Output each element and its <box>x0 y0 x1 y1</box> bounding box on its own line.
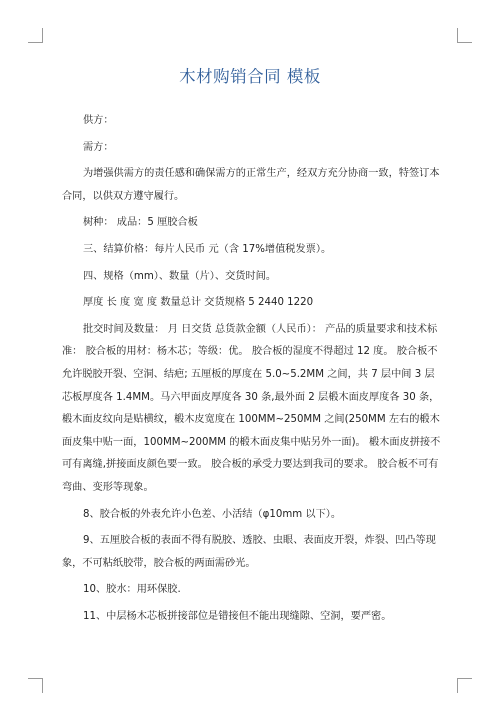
spec-header-line: 厚度 长 度 宽 度 数量总计 交货规格 5 2440 1220 <box>83 297 314 309</box>
crop-mark-top-right <box>457 28 472 43</box>
crop-mark-bottom-left <box>28 678 43 693</box>
spec-clause: 四、规格（mm）、数量（片）、交货时间。 <box>83 270 277 282</box>
supplier-line: 供方： <box>83 115 114 126</box>
price-clause: 三、结算价格：每片人民币 元（含 17%增值税发票）。 <box>83 243 332 255</box>
clause-10: 10、胶水：用环保胶. <box>83 584 181 596</box>
buyer-line: 需方： <box>83 141 114 153</box>
crop-mark-top-left <box>28 28 43 43</box>
crop-mark-bottom-right <box>457 678 472 693</box>
clause-9: 9、五厘胶合板的表面不得有脱胶、透胶、虫眼、表面皮开裂，炸裂、凹凸等现象，不可粘纸胶带，胶合板的两面需砂光。 <box>62 535 436 569</box>
clause-8: 8、胶合板的外表允许小色差、小活结（φ10mm 以下）。 <box>83 508 342 520</box>
preamble-paragraph: 为增强供需方的责任感和确保需方的正常生产，经双方充分协商一致，特签订本合同，以供双方遵守履行。 <box>62 168 440 202</box>
wood-type-line: 树种： 成品：5 厘胶合板 <box>83 217 198 229</box>
document-body <box>62 110 442 632</box>
quality-requirements-paragraph: 批交时间及数量： 月 日交货 总货款金额（人民币）： 产品的质量要求和技术标准： 胶合板的用材：杨木芯；等级：优。 胶合板的湿度不得超过 12 度。 胶合板不允许脱胶开裂、空洞、结疤; 五厘板的厚度在 5.0~5.2MM 之间，共 7 层中间 3 层芯板厚度各 1.4MM。马六甲面皮厚度各 30 条,最外面 2 层椴木面皮厚度各 30 条，椴木面皮纹向是贴横纹，椴木皮宽度在 100MM~250MM 之间(250MM 左右的椴木面皮集中贴一面，100MM~200MM 的椴木面皮集中贴另外一面)。 椴木面皮拼接不可有离缝,拼接面皮颜色要一致。 胶合板的承受力要达到我司的要求。 胶合板不可有弯曲、变形等现象。 <box>62 323 441 493</box>
clause-11: 11、中层杨木芯板拼接部位是错接但不能出现缝隙、空洞，要严密。 <box>83 610 392 622</box>
document-title: 木材购销合同 模板 <box>179 67 321 86</box>
